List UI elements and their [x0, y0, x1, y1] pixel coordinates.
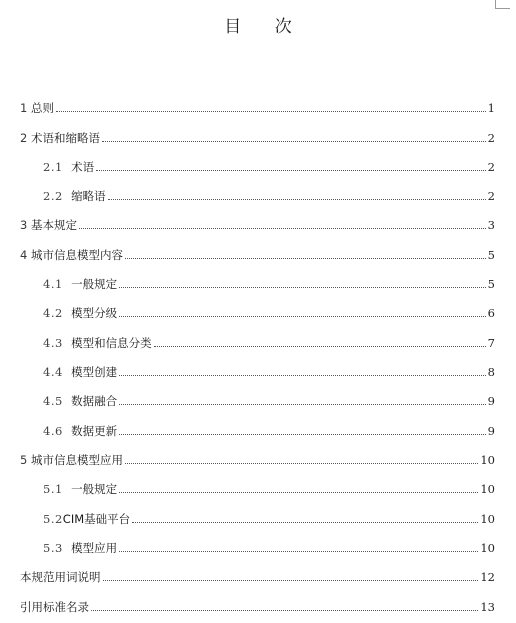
toc-entry-page: 5 — [487, 248, 495, 262]
toc-entry-label: CIM基础平台 — [62, 512, 131, 526]
toc-entry-number: 2.2 — [43, 189, 72, 203]
toc-leader-dots — [56, 110, 486, 112]
toc-entry[interactable] — [20, 125, 495, 145]
toc-entry-label: 城市信息模型内容 — [30, 248, 123, 262]
toc-entry-label: 城市信息模型应用 — [30, 453, 123, 467]
toc-entry-label: 缩略语 — [71, 189, 106, 203]
toc-entry[interactable] — [20, 212, 495, 232]
toc-entry-label: 模型应用 — [71, 541, 118, 555]
toc-entry-page: 9 — [487, 424, 495, 438]
toc-entry[interactable] — [20, 242, 495, 262]
toc-entry-number: 2 — [20, 131, 31, 145]
toc-entry-page: 12 — [480, 570, 495, 584]
toc-leader-dots — [125, 257, 486, 259]
toc-entry[interactable] — [43, 388, 495, 408]
toc-entry-page: 6 — [487, 306, 495, 320]
toc-entry-page: 9 — [487, 394, 495, 408]
toc-entry-label: 一般规定 — [71, 482, 118, 496]
toc-entry-number: 4.2 — [43, 306, 72, 320]
toc-entry-number: 4.3 — [43, 336, 72, 350]
toc-entry-label: 总则 — [30, 101, 54, 115]
toc-entry-page: 10 — [480, 512, 495, 526]
toc-entry-label: 数据融合 — [71, 394, 118, 408]
page-corner-mark — [495, 0, 510, 9]
toc-entry-number: 4.6 — [43, 424, 72, 438]
toc-entry-number: 5.1 — [43, 482, 72, 496]
toc-entry[interactable] — [43, 154, 495, 174]
toc-entry-label: 模型分级 — [71, 306, 118, 320]
toc-entry-label: 一般规定 — [71, 277, 118, 291]
toc-entry[interactable] — [20, 594, 495, 614]
toc-leader-dots — [96, 169, 486, 171]
toc-entry-number: 1 — [20, 101, 31, 115]
toc-entry-page: 1 — [487, 101, 495, 115]
toc-entry[interactable] — [43, 535, 495, 555]
toc-entry-label: 引用标准名录 — [20, 600, 89, 614]
toc-entry-number: 5.2 — [43, 512, 63, 526]
toc-leader-dots — [108, 198, 486, 200]
toc-entry[interactable] — [20, 95, 495, 115]
toc-entry-number: 5.3 — [43, 541, 72, 555]
toc-leader-dots — [102, 140, 486, 142]
toc-leader-dots — [103, 579, 479, 581]
toc-leader-dots — [79, 227, 486, 229]
toc-entry-label: 数据更新 — [71, 424, 118, 438]
toc-entry-number: 2.1 — [43, 160, 72, 174]
toc-entry-page: 2 — [487, 189, 495, 203]
toc-entry-page: 2 — [487, 131, 495, 145]
toc-entry-page: 7 — [487, 336, 495, 350]
toc-entry-label: 本规范用词说明 — [20, 570, 101, 584]
toc-leader-dots — [119, 286, 486, 288]
toc-leader-dots — [119, 550, 478, 552]
toc-leader-dots — [125, 462, 478, 464]
toc-entry-label: 模型创建 — [71, 365, 118, 379]
toc-entry-number: 4.5 — [43, 394, 72, 408]
toc-entry-label: 模型和信息分类 — [71, 336, 152, 350]
toc-leader-dots — [119, 315, 486, 317]
toc-entry-page: 8 — [487, 365, 495, 379]
toc-title: 目 次 — [224, 17, 306, 37]
toc-entry-number: 4.4 — [43, 365, 72, 379]
toc-leader-dots — [119, 403, 486, 405]
toc-entry-page: 10 — [480, 482, 495, 496]
toc-entry[interactable] — [43, 183, 495, 203]
toc-entry[interactable] — [43, 418, 495, 438]
toc-entry-page: 3 — [487, 218, 495, 232]
toc-entry-number: 3 — [20, 218, 31, 232]
toc-leader-dots — [132, 521, 478, 523]
toc-entry-page: 5 — [487, 277, 495, 291]
toc-entry-page: 10 — [480, 453, 495, 467]
toc-leader-dots — [119, 433, 486, 435]
toc-entry[interactable] — [43, 359, 495, 379]
toc-entry-number: 4 — [20, 248, 31, 262]
toc-entry-page: 10 — [480, 541, 495, 555]
toc-entry-label: 术语 — [71, 160, 95, 174]
toc-leader-dots — [119, 374, 486, 376]
toc-entry[interactable] — [43, 506, 495, 526]
toc-entry[interactable] — [20, 447, 495, 467]
toc-entry[interactable] — [43, 300, 495, 320]
toc-entry[interactable] — [43, 271, 495, 291]
toc-entry[interactable] — [43, 476, 495, 496]
toc-entry-label: 术语和缩略语 — [30, 131, 100, 145]
toc-leader-dots — [91, 609, 478, 611]
toc-leader-dots — [119, 491, 478, 493]
toc-leader-dots — [154, 345, 486, 347]
toc-entry[interactable] — [20, 564, 495, 584]
toc-entry-page: 13 — [480, 600, 495, 614]
toc-entry-number: 5 — [20, 453, 31, 467]
toc-entry[interactable] — [43, 330, 495, 350]
toc-entry-number: 4.1 — [43, 277, 72, 291]
toc-entry-label: 基本规定 — [30, 218, 77, 232]
toc-entry-page: 2 — [487, 160, 495, 174]
